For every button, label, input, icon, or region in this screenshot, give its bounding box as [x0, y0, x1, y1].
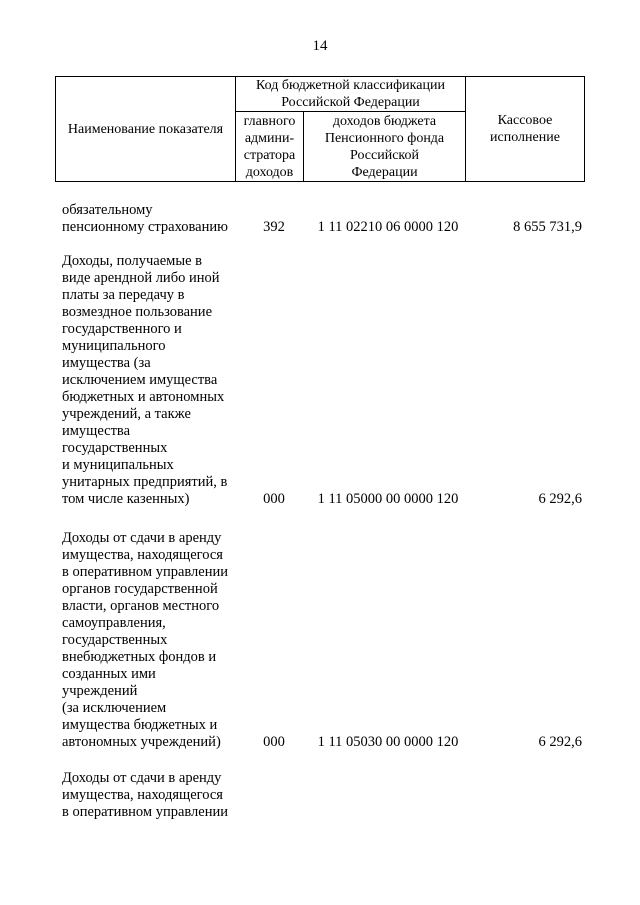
row-indicator-name: Доходы от сдачи в аренду имущества, находящегося в оперативном управлении: [62, 770, 229, 820]
row-indicator-name: обязательному пенсионному страхованию: [62, 202, 228, 235]
row-indicator-name: Доходы от сдачи в аренду имущества, находящегося в оперативном управлении органов государственной власти, органов местного самоуправления, государственных внебюджетных фондов и созданных ими учреждений (за исключением имущества бюджетных и автономных учреждений): [62, 530, 229, 750]
row-budget-code: 1 11 05030 00 0000 120: [317, 734, 459, 750]
page-number: 14: [312, 38, 328, 54]
header-pension-fund-revenue: доходов бюджета Пенсионного фонда Российской Федерации: [324, 113, 445, 180]
row-admin-code: 000: [263, 491, 285, 507]
header-chief-administrator: главного админи-стратора доходов: [243, 113, 296, 180]
row-amount: 8 655 731,9: [513, 219, 582, 235]
row-budget-code: 1 11 02210 06 0000 120: [317, 219, 459, 235]
row-budget-code: 1 11 05000 00 0000 120: [317, 491, 459, 507]
row-amount: 6 292,6: [538, 491, 582, 507]
header-budget-code-group: Код бюджетной классификации Российской Федерации: [256, 78, 445, 110]
header-indicator-name: Наименование показателя: [67, 121, 224, 137]
row-indicator-name: Доходы, получаемые в виде арендной либо иной платы за передачу в возмездное пользование государственного и муниципального имущества (за исключением имущества бюджетных и автономных учреждений, а также имущества государственных и муниципальных унитарных предприятий, в том числе казенных): [62, 253, 228, 507]
row-admin-code: 392: [263, 219, 285, 235]
row-admin-code: 000: [263, 734, 285, 750]
header-cash-execution: Кассовое исполнение: [490, 113, 560, 145]
row-amount: 6 292,6: [538, 734, 582, 750]
